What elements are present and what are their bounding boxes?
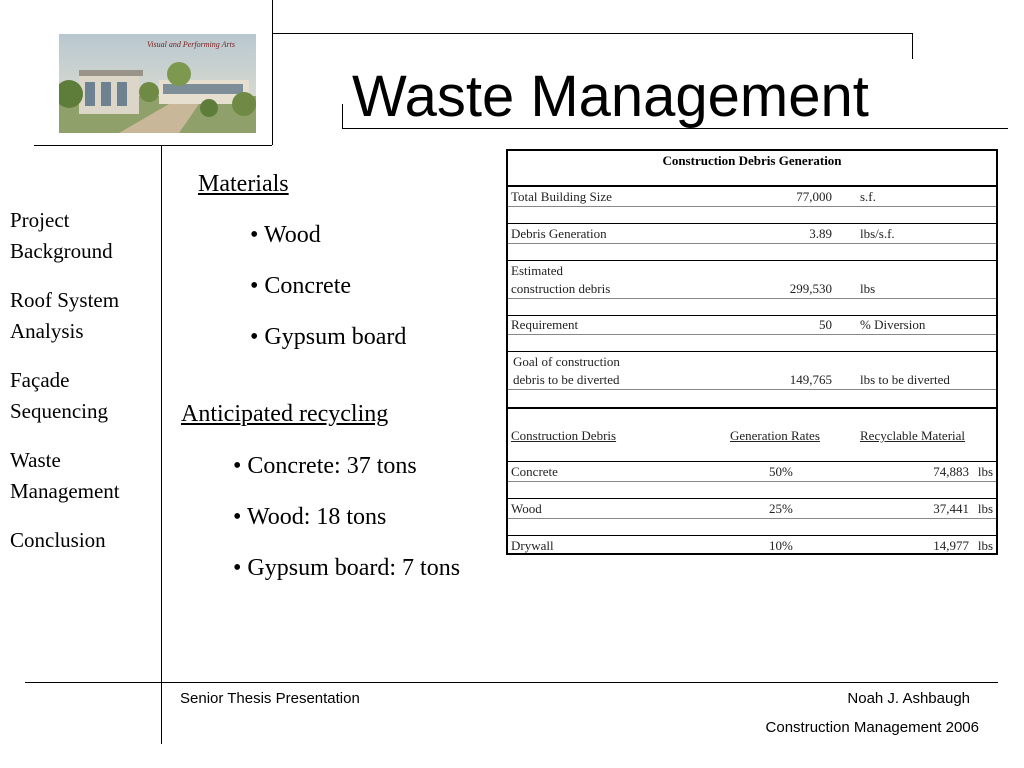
row-unit: % Diversion — [860, 317, 926, 332]
material-unit: lbs — [977, 538, 993, 553]
row-label: Estimated — [511, 263, 563, 278]
material-name: Drywall — [511, 538, 554, 553]
table-rule — [508, 298, 996, 299]
nav-label-line2: Sequencing — [10, 399, 108, 423]
materials-bullet-gypsum: • Gypsum board — [250, 324, 407, 350]
table-rule — [508, 481, 996, 482]
recycling-bullet-wood: • Wood: 18 tons — [233, 504, 387, 530]
material-rate: 25% — [769, 501, 793, 516]
page-title: Waste Management — [352, 64, 869, 129]
table-rule — [508, 223, 996, 224]
footer-divider — [25, 682, 998, 683]
table-rule — [508, 389, 996, 390]
nav-label-line1: Façade — [10, 368, 70, 392]
nav-label-line1: Waste — [10, 448, 61, 472]
recycling-heading: Anticipated recycling — [181, 401, 389, 427]
material-rate: 10% — [769, 538, 793, 553]
row-label: debris to be diverted — [513, 372, 620, 387]
material-name: Concrete — [511, 464, 558, 479]
row-label: Goal of construction — [513, 354, 620, 369]
recycling-bullet-concrete: • Concrete: 37 tons — [233, 453, 417, 479]
table-rule — [508, 518, 996, 519]
column-header: Construction Debris — [511, 428, 617, 443]
row-unit: lbs to be diverted — [860, 372, 950, 387]
row-unit: s.f. — [860, 189, 876, 204]
sidebar-divider — [161, 146, 162, 744]
nav-item-facade-sequencing[interactable] — [10, 365, 158, 427]
materials-bullet-concrete: • Concrete — [250, 273, 352, 299]
nav-label-line1: Project — [10, 208, 70, 232]
materials-bullet-wood: • Wood — [250, 222, 321, 248]
table-rule — [508, 407, 996, 409]
materials-heading: Materials — [198, 171, 289, 197]
logo-frame-right — [272, 0, 273, 145]
row-value: 77,000 — [796, 189, 832, 204]
material-rate: 50% — [769, 464, 793, 479]
table-title: Construction Debris Generation — [662, 153, 842, 168]
table-rule — [508, 185, 996, 187]
row-unit: lbs/s.f. — [860, 226, 895, 241]
nav-item-waste-management[interactable] — [10, 445, 158, 507]
nav-label-line2: Background — [10, 239, 113, 263]
building-logo-image — [59, 34, 256, 133]
nav-label-line2: Management — [10, 479, 120, 503]
nav-item-roof-system-analysis[interactable] — [10, 285, 158, 347]
table-rule — [508, 351, 996, 352]
sidebar-nav — [10, 205, 158, 574]
debris-generation-table — [506, 149, 998, 555]
row-label: Requirement — [511, 317, 579, 332]
row-value: 149,765 — [789, 372, 832, 387]
nav-label-line1: Conclusion — [10, 528, 106, 552]
logo-caption: Visual and Performing Arts — [147, 40, 235, 49]
row-label: Total Building Size — [511, 189, 612, 204]
table-rule — [508, 243, 996, 244]
table-rule — [508, 315, 996, 316]
row-value: 50 — [819, 317, 832, 332]
table-rule — [508, 206, 996, 207]
material-unit: lbs — [977, 464, 993, 479]
title-frame-top — [272, 33, 913, 34]
footer-program: Construction Management 2006 — [765, 719, 979, 736]
column-header: Recyclable Material — [860, 428, 966, 443]
material-name: Wood — [511, 501, 542, 516]
material-unit: lbs — [977, 501, 993, 516]
row-value: 299,530 — [789, 281, 832, 296]
nav-label-line2: Analysis — [10, 319, 84, 343]
table-rule — [508, 461, 996, 462]
row-unit: lbs — [860, 281, 876, 296]
nav-label-line1: Roof System — [10, 288, 120, 312]
row-label: Debris Generation — [511, 226, 607, 241]
column-header: Generation Rates — [730, 428, 820, 443]
row-value: 3.89 — [809, 226, 832, 241]
table-rule — [508, 535, 996, 536]
table-rule — [508, 498, 996, 499]
title-frame-left — [342, 104, 343, 129]
title-frame-right — [912, 33, 913, 59]
material-amount: 14,977 — [933, 538, 969, 553]
footer-presentation-label: Senior Thesis Presentation — [180, 690, 360, 707]
nav-item-project-background[interactable] — [10, 205, 158, 267]
row-label: construction debris — [511, 281, 611, 296]
logo-frame-bottom — [34, 145, 272, 146]
recycling-bullet-gypsum: • Gypsum board: 7 tons — [233, 555, 461, 581]
footer-author: Noah J. Ashbaugh — [847, 690, 970, 707]
nav-item-conclusion[interactable] — [10, 525, 158, 556]
material-amount: 37,441 — [933, 501, 969, 516]
table-rule — [508, 334, 996, 335]
table-rule — [508, 260, 996, 261]
material-amount: 74,883 — [933, 464, 969, 479]
